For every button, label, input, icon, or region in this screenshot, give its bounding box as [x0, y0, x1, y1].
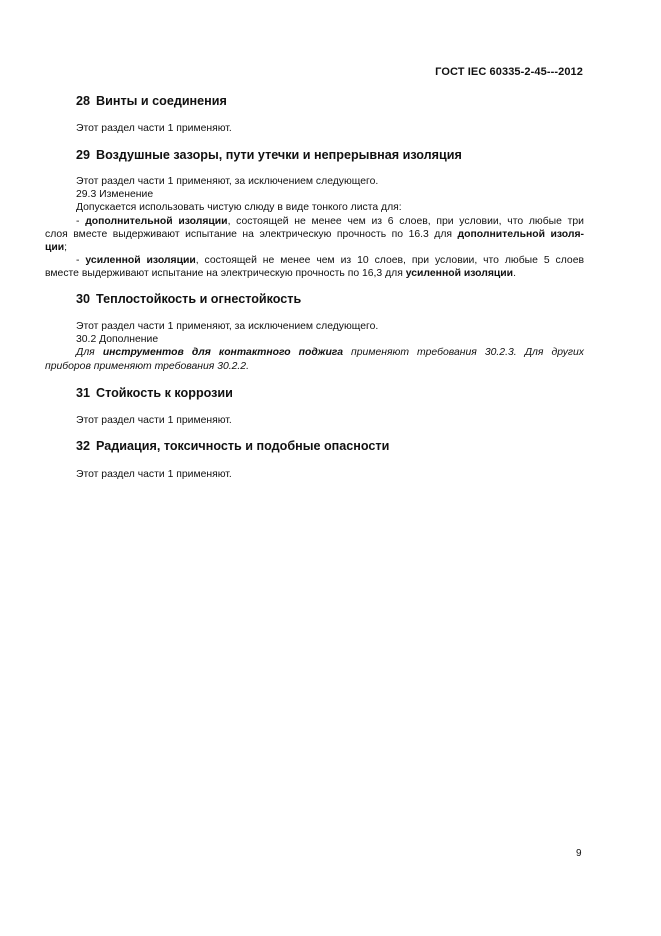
section-number: 32: [76, 439, 91, 453]
section-30-heading: [76, 292, 301, 306]
section-32-text: Этот раздел части 1 применяют.: [76, 469, 232, 480]
section-number: 30: [76, 292, 91, 306]
section-title: Теплостойкость и огнестойкость: [96, 292, 302, 306]
section-29-lead: Допускается использовать чистую слюду в виде тонкого листа для:: [76, 202, 402, 214]
section-number: 31: [76, 386, 91, 400]
section-title: Винты и соединения: [96, 94, 227, 108]
section-30-note-line1: Для инструментов для контактного поджига применяют требования 30.2.3. Для других: [76, 347, 584, 359]
term-reinforced-insulation-2: усиленной изоляции: [405, 268, 514, 280]
section-28-text: Этот раздел части 1 применяют.: [76, 123, 232, 134]
term-contact-ignition-tools: инструментов для контактного поджига: [102, 347, 343, 359]
page-number: 9: [576, 848, 582, 859]
list-item-reinforced-line1: - усиленной изоляции, состоящей не менее чем из 10 слоев, при условии, что любые 5 слоев: [76, 255, 584, 267]
subclause-30-2: 30.2 Дополнение: [76, 334, 159, 346]
section-31-heading: [76, 386, 233, 400]
section-32-heading: [76, 439, 389, 453]
term-supplementary-insulation: дополнительной изоляции: [85, 215, 228, 227]
section-30-intro: Этот раздел части 1 применяют, за исключением следующего.: [76, 321, 379, 332]
list-item-reinforced-line2: вместе выдерживают испытание на электрическую прочность по 16,3 для усиленной изоляции.: [45, 268, 516, 280]
list-item-supplementary-line2: слоя вместе выдерживают испытание на электрическую прочность по 16.3 для дополнительной изоля-: [45, 228, 584, 240]
list-item-supplementary-line3: ции;: [45, 242, 68, 254]
document-designation: ГОСТ IEC 60335-2-45---2012: [435, 66, 583, 78]
subclause-29-3: 29.3 Изменение: [76, 189, 154, 201]
section-number: 29: [76, 148, 91, 162]
section-29-heading: [76, 148, 462, 162]
section-29-body: [45, 175, 584, 281]
term-reinforced-insulation: усиленной изоляции: [85, 255, 196, 267]
section-28-heading: [76, 94, 227, 108]
section-29-intro: Этот раздел части 1 применяют, за исключением следующего.: [76, 176, 379, 187]
section-number: 28: [76, 94, 91, 108]
section-30-note-line2: приборов применяют требования 30.2.2.: [45, 360, 249, 372]
list-item-supplementary-line1: - дополнительной изоляции, состоящей не менее чем из 6 слоев, при условии, что любые три: [76, 215, 584, 227]
section-title: Воздушные зазоры, пути утечки и непрерывная изоляция: [96, 148, 462, 162]
term-supplementary-insulation-2: дополнительной изоля-: [457, 228, 584, 240]
section-title: Стойкость к коррозии: [96, 386, 233, 400]
section-title: Радиация, токсичность и подобные опасности: [96, 439, 390, 453]
section-30-body: [45, 320, 584, 373]
section-31-text: Этот раздел части 1 применяют.: [76, 415, 232, 426]
